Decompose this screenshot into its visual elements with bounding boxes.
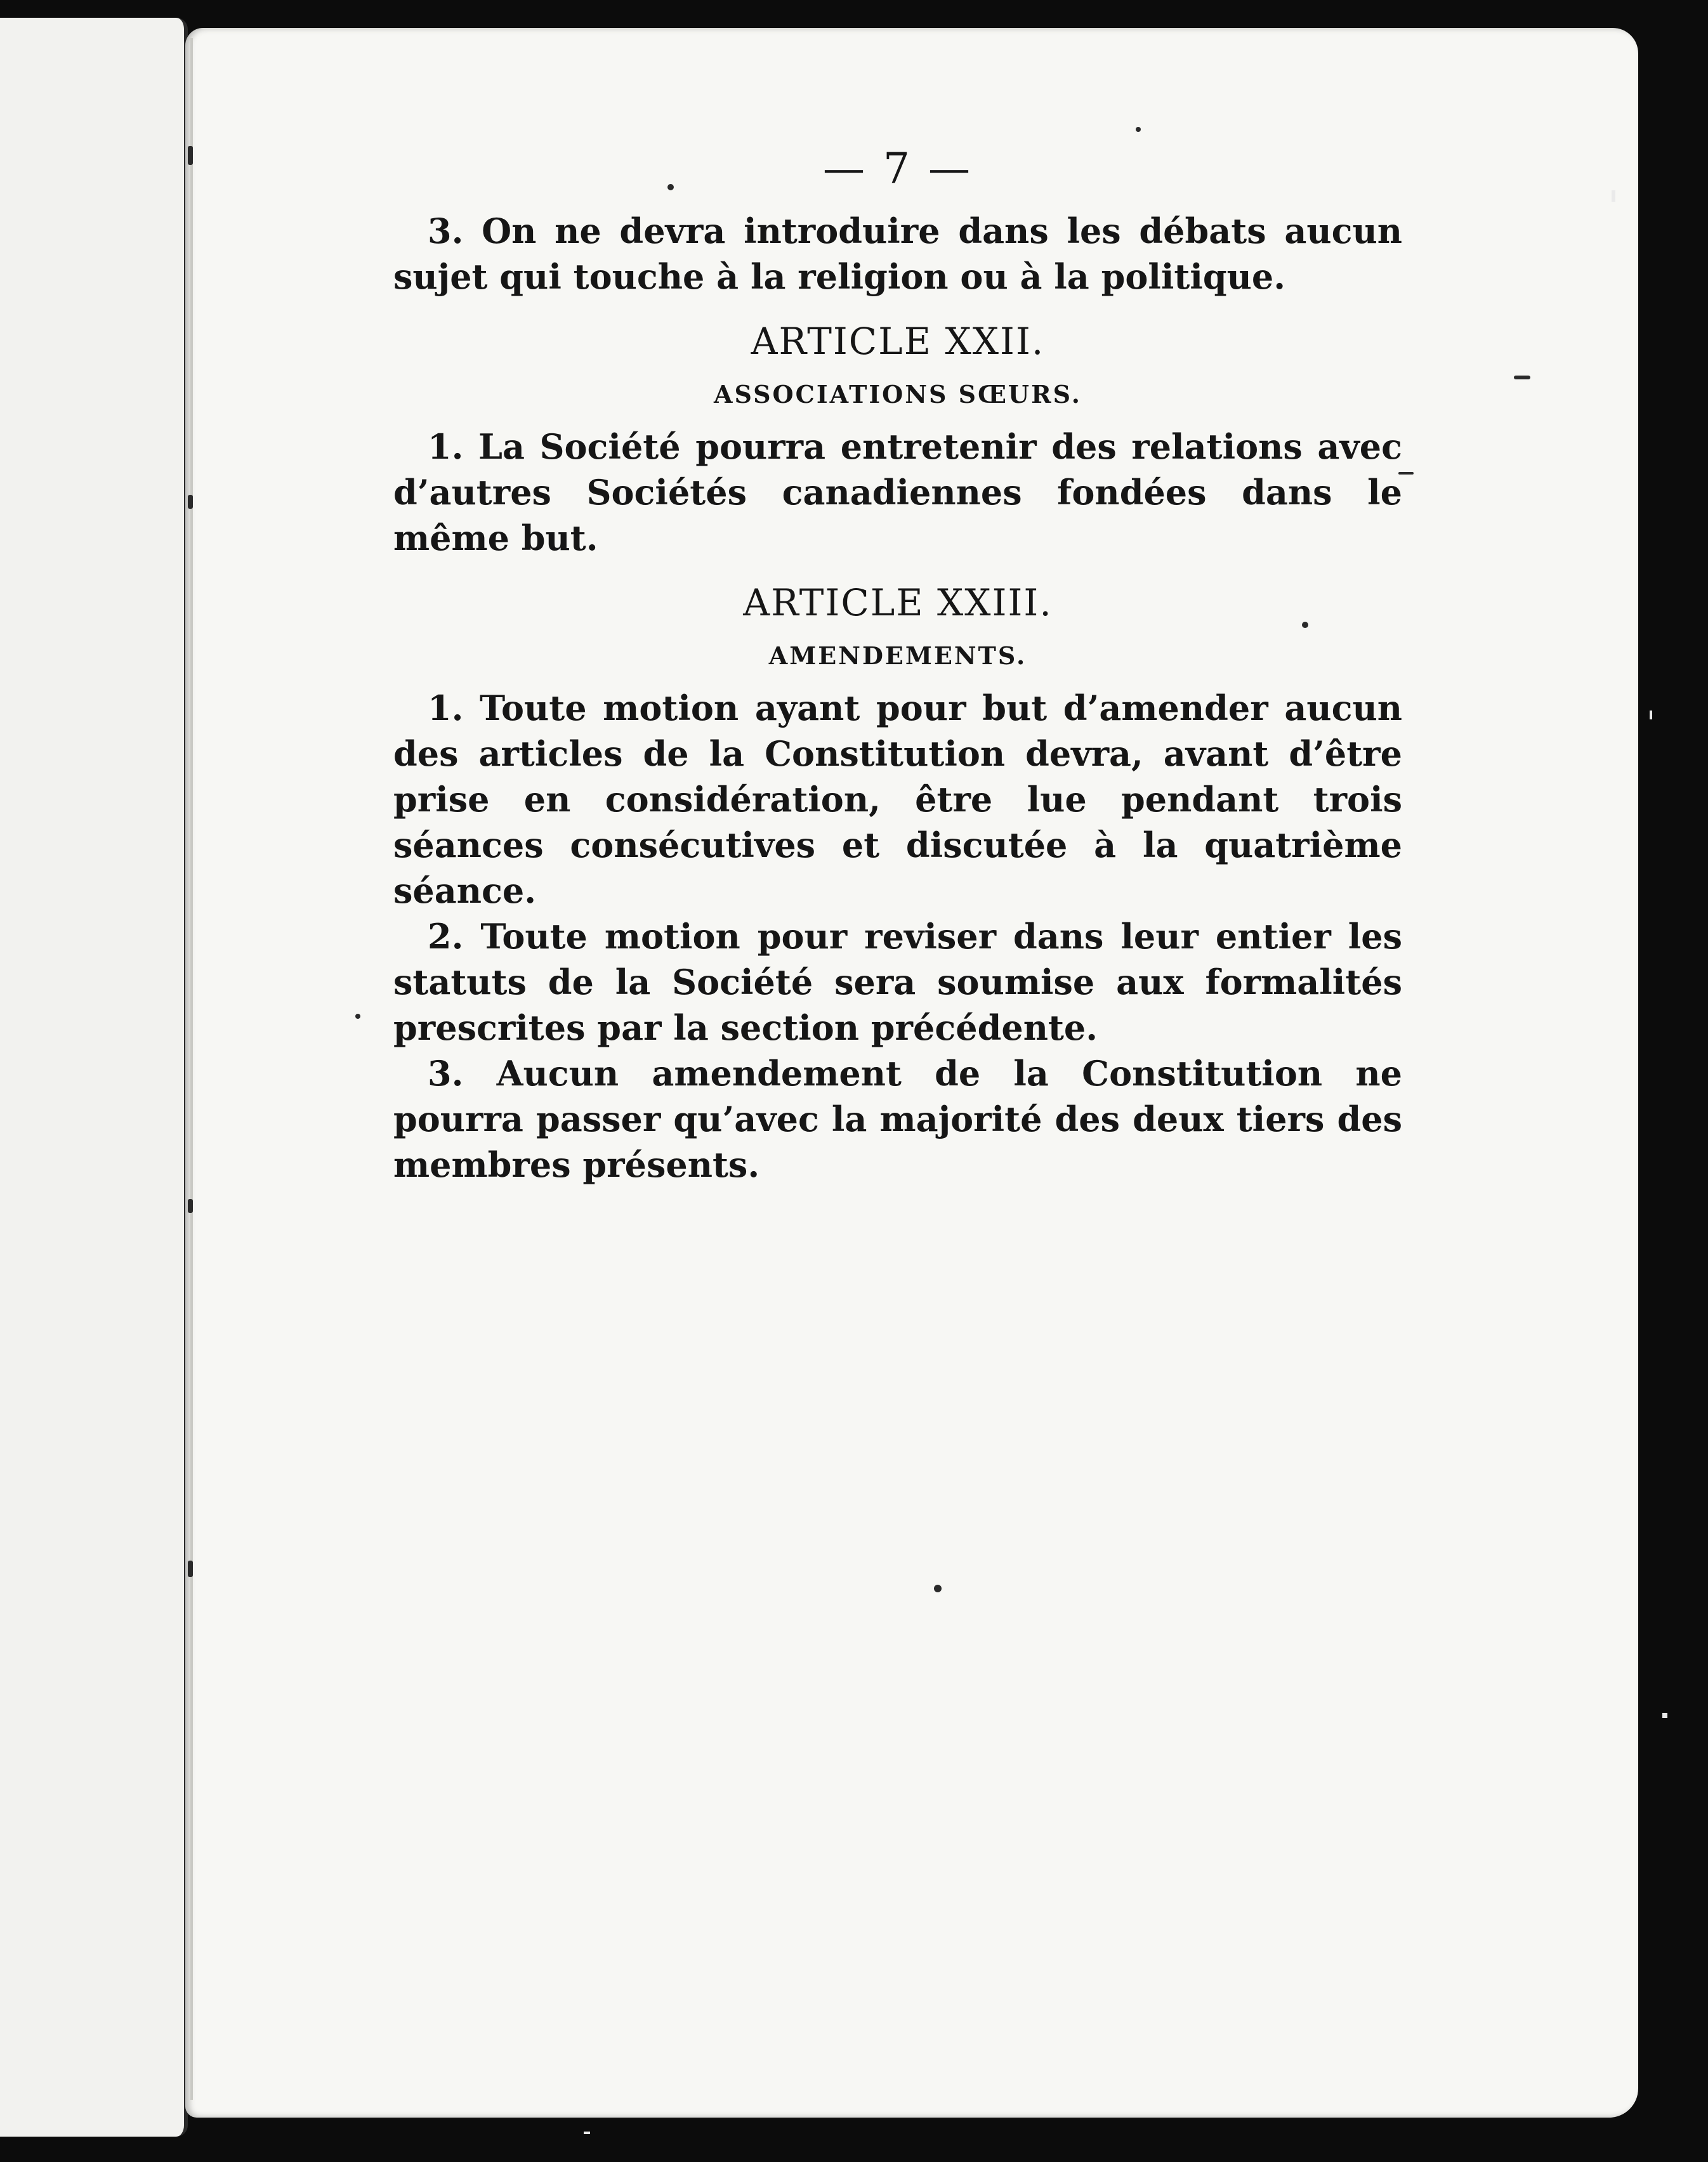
page-text — [393, 146, 1402, 1188]
article-23-title: ARTICLE XXIII. — [743, 581, 1053, 624]
article-22-title: ARTICLE XXII. — [751, 320, 1045, 363]
article-22-paragraph: 1. La Société pourra entretenir des relations avec d’autres Sociétés canadiennes fondées dans le même but. — [393, 426, 1402, 558]
scan-speck — [188, 1561, 193, 1577]
paragraph-religion-politics: 3. On ne devra introduire dans les débats aucun sujet qui touche à la religion ou à la politique. — [393, 211, 1402, 297]
scan-speck — [188, 1199, 193, 1213]
scan-speck — [355, 1014, 360, 1019]
article-23-subtitle: AMENDEMENTS. — [768, 641, 1027, 670]
scan-dust — [1650, 711, 1652, 719]
scan-dust — [584, 2132, 590, 2134]
scan-speck — [1514, 376, 1530, 379]
scan-speck — [188, 146, 193, 165]
scan-speck — [188, 495, 193, 509]
article-22-subtitle: ASSOCIATIONS SŒURS. — [714, 380, 1082, 409]
previous-page-edge — [0, 18, 188, 2137]
scan-speck — [934, 1585, 942, 1592]
article-23-paragraph-1: 1. Toute motion ayant pour but d’amender aucun des articles de la Constitution devra, avant d’être prise en considération, être lue pendant trois séances consécutives et discutée à la quatrième séance. — [393, 688, 1402, 911]
scan-speck — [1136, 127, 1141, 132]
article-23-paragraph-2: 2. Toute motion pour reviser dans leur entier les statuts de la Société sera soumise aux formalités prescrites par la section précédente. — [393, 916, 1402, 1048]
scan-dust — [1612, 190, 1615, 202]
page-gutter — [190, 38, 193, 2100]
page-number: — 7 — — [823, 144, 973, 193]
article-23-paragraph-3: 3. Aucun amendement de la Constitution ne pourra passer qu’avec la majorité des deux tiers des membres présents. — [393, 1053, 1402, 1185]
scan-dust — [1662, 1713, 1667, 1718]
